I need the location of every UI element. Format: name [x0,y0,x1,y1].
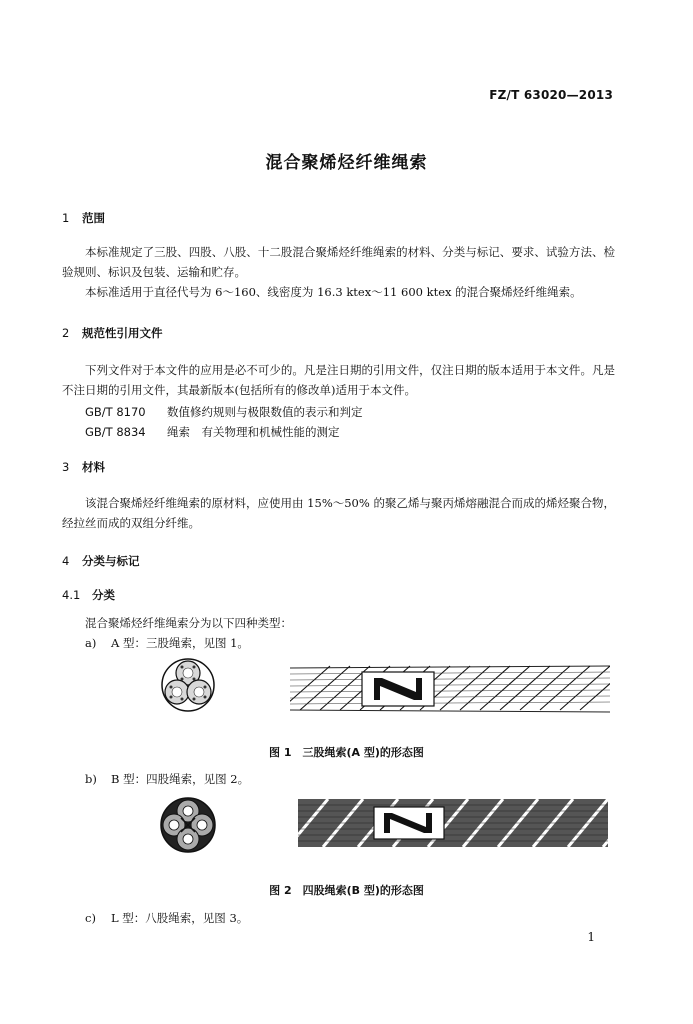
reference-code: GB/T 8170 [85,405,146,419]
list-label: b) [85,772,97,786]
standard-code: FZ/T 63020—2013 [489,88,613,102]
section-title: 分类 [92,588,115,602]
figure-1-caption: 图 1 三股绳索(A 型)的形态图 [269,746,424,759]
classification-intro: 混合聚烯烃纤维绳索分为以下四种类型： [85,616,292,630]
reference-title: 数值修约规则与极限数值的表示和判定 [167,405,363,419]
section-title: 分类与标记 [82,554,140,568]
section-number: 3 [62,460,70,474]
section-title: 范围 [82,211,105,225]
list-item-a [85,635,249,651]
document-title: 混合聚烯烃纤维绳索 [265,153,428,173]
paragraph: 该混合聚烯烃纤维绳索的原材料，应使用由 15%～50% 的聚乙烯与聚丙烯熔融混合而成的烯烃聚合物，经拉丝而成的双组分纤维。 [62,496,615,530]
figure-1-cross-section [160,657,216,713]
paragraph: 本标准规定了三股、四股、八股、十二股混合聚烯烃纤维绳索的材料、分类与标记、要求、试验方法、检验规则、标识及包装、运输和贮存。 [62,245,615,279]
list-text: B 型：四股绳索，见图 2。 [111,772,250,786]
figure-2-rope-side-view [298,797,608,849]
section-1-heading [62,210,105,226]
paragraph: 本标准适用于直径代号为 6～160、线密度为 16.3 ktex～11 600 ktex 的混合聚烯烃纤维绳索。 [85,285,582,299]
section-title: 材料 [82,460,105,474]
section-4-heading [62,553,140,569]
section-3-heading [62,459,105,475]
section-number: 4 [62,554,70,568]
figure-1-rope-side-view [290,660,610,716]
list-label: c) [85,911,96,925]
reference-code: GB/T 8834 [85,425,146,439]
list-item-c [85,910,248,926]
list-item-b [85,771,249,787]
paragraph: 下列文件对于本文件的应用是必不可少的。凡是注日期的引用文件，仅注日期的版本适用于本文件。凡是不注日期的引用文件，其最新版本(包括所有的修改单)适用于本文件。 [62,363,615,397]
reference-item [85,424,340,440]
figure-2-cross-section [159,796,217,854]
reference-item [85,404,363,420]
page-number: 1 [587,930,595,944]
list-text: A 型：三股绳索，见图 1。 [111,636,249,650]
figure-2-caption: 图 2 四股绳索(B 型)的形态图 [269,884,424,897]
section-number: 1 [62,211,70,225]
section-number: 2 [62,326,70,340]
section-title: 规范性引用文件 [82,326,163,340]
section-2-body [62,360,615,400]
reference-title: 绳索 有关物理和机械性能的测定 [167,425,340,439]
section-3-body [62,493,615,533]
section-4-1-heading [62,587,115,603]
section-number: 4.1 [62,588,81,602]
section-2-heading [62,325,163,341]
section-1-body [62,242,615,302]
list-text: L 型：八股绳索，见图 3。 [111,911,249,925]
list-label: a) [85,636,97,650]
